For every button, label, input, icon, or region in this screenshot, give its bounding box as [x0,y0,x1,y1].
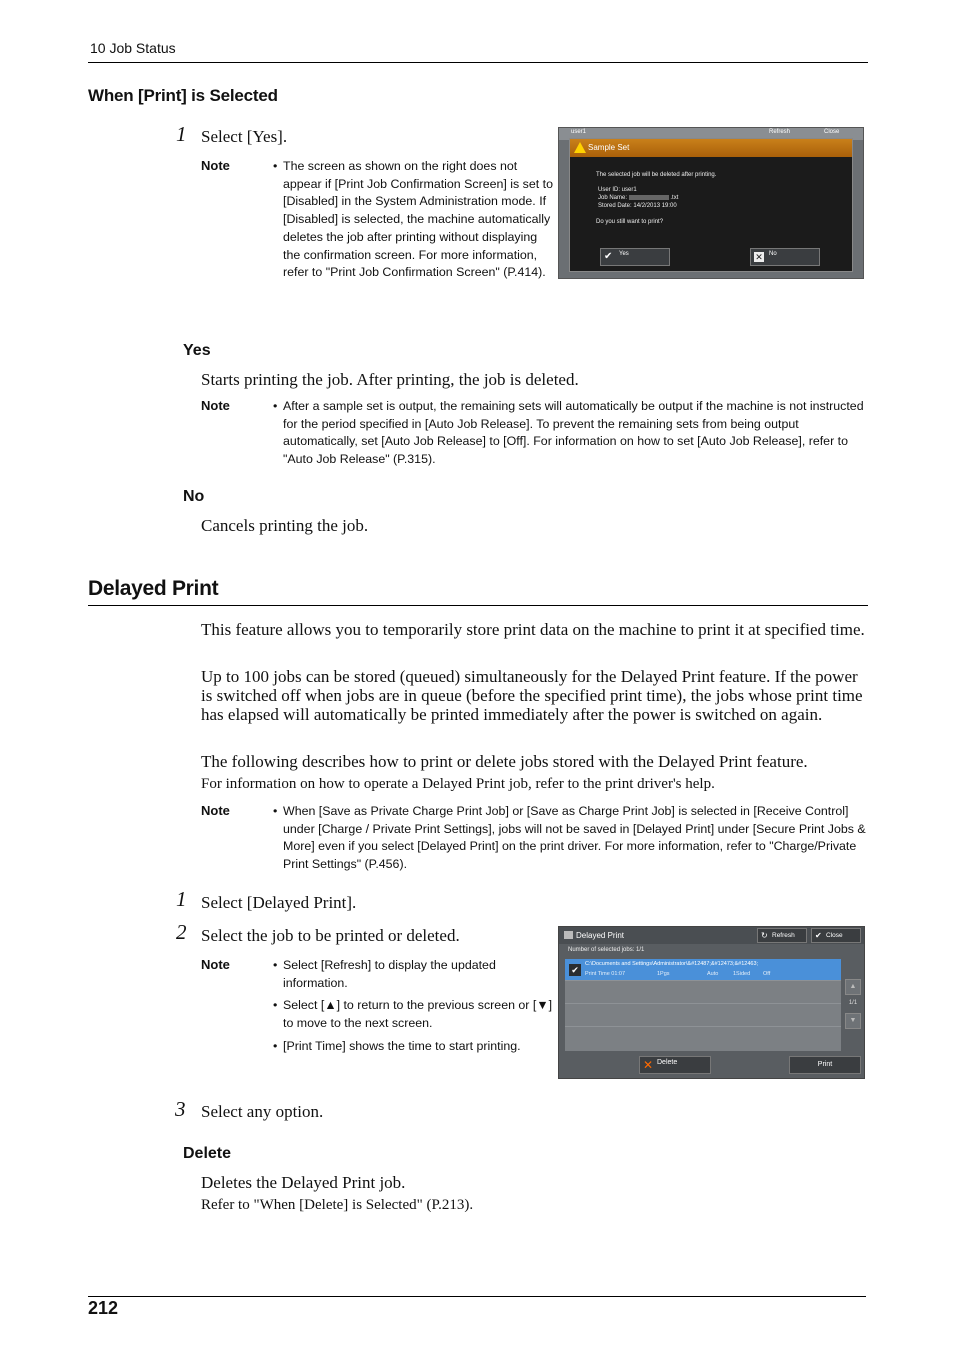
describes-paragraph: The following describes how to print or delete jobs stored with the Delayed Print feature. [201,752,808,771]
note-label: Note [201,803,230,818]
dialog-stored-date: Stored Date: 14/2/2013 19:00 [598,203,677,209]
screen-title: Delayed Print [576,931,625,940]
running-header: 10 Job Status [90,40,176,56]
close-label: Close [826,932,843,939]
warning-icon [574,142,586,153]
down-arrow-icon: ▼ [536,998,549,1013]
intro-paragraph: This feature allows you to temporarily store print data on the machine to print it at specified time. [201,620,865,639]
note-label: Note [201,398,230,413]
step-text: Select any option. [201,1102,324,1121]
job-list [565,959,841,1051]
note-text-part: Select [ [283,998,325,1013]
step-number: 1 [176,887,187,911]
selected-count: Number of selected jobs: 1/1 [568,947,645,953]
step-text: Select [Delayed Print]. [201,893,357,912]
delete-button-label: Delete [657,1059,678,1066]
yes-button[interactable] [600,248,670,266]
list-item [565,1028,841,1050]
section-divider [88,605,868,606]
note-label: Note [201,158,230,173]
section-heading-print-selected: When [Print] is Selected [88,86,278,105]
step-number: 2 [176,920,187,944]
screen-refresh-label: Refresh [769,129,791,135]
table-row[interactable] [565,959,841,981]
no-heading: No [183,488,205,505]
sample-set-screenshot [558,127,864,279]
header-divider [88,62,868,63]
refresh-icon: ↻ [761,931,768,940]
dialog-job-name [598,195,678,201]
dialog-title: Sample Set [588,143,630,152]
step-text: Select [Yes]. [201,127,288,146]
list-item [565,982,841,1004]
delete-button[interactable] [639,1056,711,1074]
job-pages: 1Pgs [657,971,670,977]
checkbox-icon: ✔ [569,964,581,976]
step-text: Select the job to be printed or deleted. [201,926,460,945]
note-item: • After a sample set is output, the remaining sets will automatically be output if the machine is not instructed for the period specified in [Auto Job Release]. To prevent the remaining sets from being output automatically, set [Auto Job Release] to [Off]. For information on how to set [Auto Job Release], refer to "Auto Job Release" (P.315). [273,398,869,469]
dialog-title-bar [570,139,852,157]
list-item [565,1005,841,1027]
check-icon: ✔ [815,931,822,940]
print-button[interactable] [789,1056,861,1074]
refresh-button[interactable] [757,928,807,943]
scroll-down-button[interactable]: ▼ [845,1013,861,1029]
driver-help-paragraph: For information on how to operate a Delayed Print job, refer to the print driver's help. [201,776,715,792]
yes-button-label: Yes [619,251,629,257]
delete-heading: Delete [183,1145,232,1162]
screen-close-label: Close [824,129,840,135]
job-path: C:\Documents and Settings\Administrator\&#12487;&#12473;&#12463; [585,961,759,967]
redacted-name [629,195,669,200]
delete-description: Deletes the Delayed Print job. [201,1173,406,1192]
page-indicator: 1/1 [848,1000,858,1006]
scroll-up-button[interactable]: ▲ [845,979,861,995]
dialog-message: The selected job will be deleted after printing. [596,172,717,178]
yes-heading: Yes [183,342,211,359]
note-body [273,957,553,1056]
screen-title-bar [559,927,864,944]
delete-reference: Refer to "When [Delete] is Selected" (P.213). [201,1197,474,1213]
note-item [273,997,553,1032]
footer-divider [88,1296,866,1297]
refresh-label: Refresh [772,932,795,939]
job-color: Auto [707,971,719,977]
note-item: • When [Save as Private Charge Print Job] or [Save as Charge Print Job] is selected in [Receive Control] under [Charge / Private Print Settings], jobs will not be saved in [Delayed Print] under [Secure Print Jobs & More] even if you select [Delayed Print] on the print driver. For more information, refer to "Charge/Private Print Settings" (P.456). [273,803,869,874]
job-print-time: Print Time 01:07 [585,971,626,977]
note-label: Note [201,957,230,972]
sample-set-dialog [569,138,853,272]
note-item: • [Print Time] shows the time to start printing. [273,1038,553,1056]
no-button-label: No [769,251,777,257]
job-name-label: Job Name: [598,195,628,202]
page-number: 212 [88,1298,119,1318]
note-text-part: ] to return to the previous screen or [ [336,998,537,1013]
delete-x-icon: ✕ [643,1058,654,1072]
screen-user-label: user1 [571,129,587,135]
no-description: Cancels printing the job. [201,516,369,535]
note-item: • The screen as shown on the right does not appear if [Print Job Confirmation Screen] is set to [Disabled] in the System Administration mode. If [Disabled] is selected, the machine automatically deletes the job after printing without displaying the confirmation screen. For more information, refer to "Print Job Confirmation Screen" (P.414). [273,158,553,282]
yes-description: Starts printing the job. After printing, the job is deleted. [201,370,579,389]
delayed-print-screenshot [558,926,865,1079]
note-item: • Select [Refresh] to display the updated information. [273,957,553,992]
note-body [273,803,869,874]
note-body [273,398,869,469]
up-arrow-icon: ▲ [324,998,337,1013]
queue-paragraph: Up to 100 jobs can be stored (queued) simultaneously for the Delayed Print feature. If the power is switched off when jobs are in queue (before the specified print time), the jobs whose print time has elapsed will automatically be printed immediately after the power is switched on again. [201,667,863,724]
no-button[interactable] [750,248,820,266]
section-heading-delayed-print: Delayed Print [88,577,219,600]
x-icon: ✕ [755,252,763,262]
note-text-part: ] to move to the next screen. [283,998,553,1031]
job-staple: Off [763,971,771,977]
dialog-user-id: User ID: user1 [598,187,637,193]
step-number: 3 [175,1097,186,1121]
print-button-label: Print [817,1061,833,1068]
dialog-question: Do you still want to print? [596,219,664,225]
step-number: 1 [176,122,187,146]
job-sided: 1Sided [733,971,751,977]
job-ext: .txt [670,195,679,202]
note-body [273,158,553,282]
printer-icon [564,931,573,939]
check-icon: ✔ [604,251,613,262]
close-button[interactable] [811,928,861,943]
